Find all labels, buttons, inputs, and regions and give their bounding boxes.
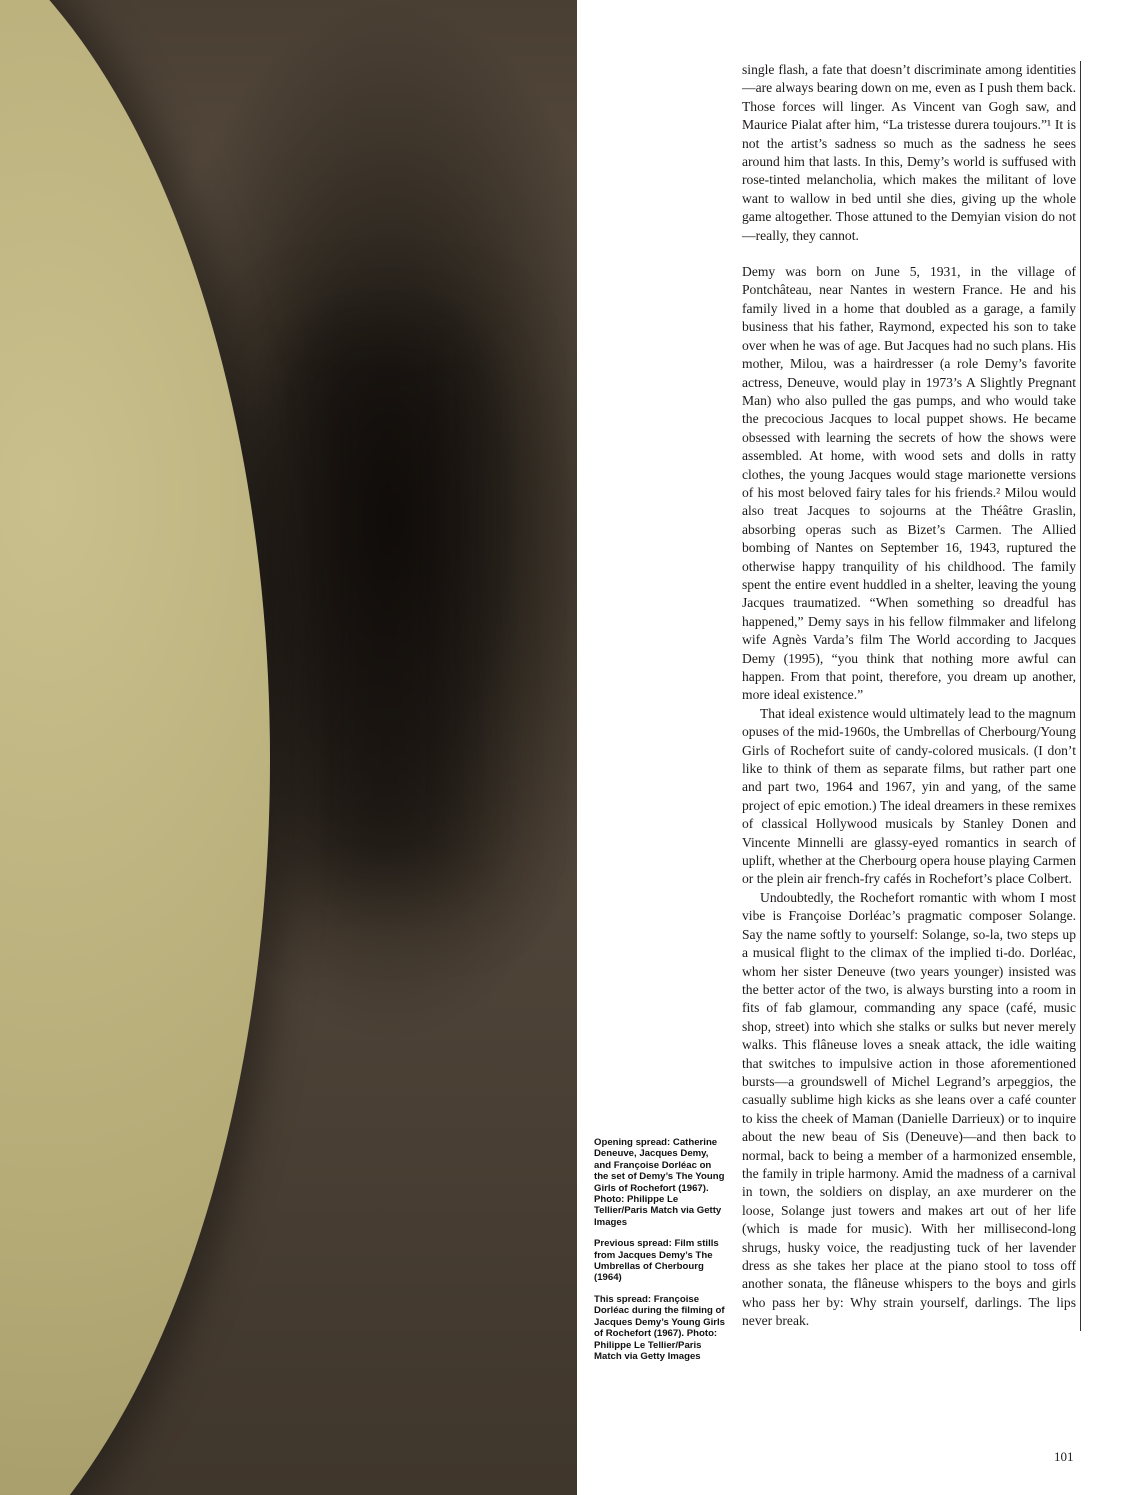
caption-previous-spread: Previous spread: Film stills from Jacques Demy’s The Umbrellas of Cherbourg (1964) bbox=[594, 1238, 719, 1284]
photo-captions bbox=[594, 1137, 728, 1372]
photo-foreground-shape bbox=[0, 0, 270, 1495]
article-paragraph: Demy was born on June 5, 1931, in the village of Pontchâteau, near Nantes in western France. He and his family lived in a home that doubled as a garage, a family business that his father, Raymond, expected his son to take over when he was of age. But Jacques had no such plans. His mother, Milou, was a hairdresser (a role Demy’s favorite actress, Deneuve, would play in 1973’s A Slightly Pregnant Man) who also pulled the gas pumps, and who would take the precocious Jacques to local puppet shows. He became obsessed with learning the secrets of how the shows were assembled. At home, with wood sets and dolls in ratty clothes, the young Jacques would stage marionette versions of his most beloved fairy tales for his friends.² Milou would also treat Jacques to sojourns at the Théâtre Graslin, absorbing operas such as Bizet’s Carmen. The Allied bombing of Nantes on September 16, 1943, ruptured the otherwise happy tranquility of his childhood. The family spent the entire event huddled in a shelter, leaving the young Jacques traumatized. “When something so dreadful has happened,” Demy says in his fellow filmmaker and lifelong wife Agnès Varda’s film The World according to Jacques Demy (1995), “you think that nothing more awful can happen. From that point, therefore, you dream up another, more ideal existence.” bbox=[742, 264, 1076, 703]
article-paragraph: That ideal existence would ultimately lead to the magnum opuses of the mid-1960s, the Umbrellas of Cherbourg/Young Girls of Rochefort suite of candy-colored musicals. (I don’t like to think of them as separate films, but rather part one and part two, 1964 and 1967, yin and yang, of the same project of epic emotion.) The ideal dreamers in these remixes of classical Hollywood musicals by Stanley Donen and Vincente Minnelli are glassy-eyed romantics in search of uplift, whether at the Cherbourg opera house playing Carmen or the plein air french-fry cafés in Rochefort’s place Colbert. bbox=[742, 705, 1076, 887]
caption-opening-spread: Opening spread: Catherine Deneuve, Jacques Demy, and Françoise Dorléac on the set of Demy’s The Young Girls of Rochefort (1967). Photo: Philippe Le Tellier/Paris Match via Getty Images bbox=[594, 1137, 725, 1228]
article-paragraph: Undoubtedly, the Rochefort romantic with whom I most vibe is Françoise Dorléac’s pragmatic composer Solange. Say the name softly to yourself: Solange, so-la, two steps up a musical flight to the climax of the implied ti-do. Dorléac, whom her sister Deneuve (two years younger) insisted was the better actor of the two, is always bursting into a room in fits of fab glamour, commanding any space (café, music shop, street) into which she stalks or sulks but never merely walks. This flâneuse loves a sneak attack, the idle waiting that switches to impulsive action in those aforementioned bursts—a groundswell of Michel Legrand’s arpeggios, the casually sublime high kicks as she leans over a café counter to kiss the cheek of Maman (Danielle Darrieux) or to inquire about the new beau of Sis (Deneuve)—and then back to normal, back to being a member of a harmonized ensemble, the family in triple harmony. Amid the madness of a carnival in town, the soldiers on display, an axe murderer on the loose, Solange just towers and makes art out of her life (which is made for music). With her millisecond-long shrugs, husky voice, the readjusting tuck of her lavender dress as she takes her place at the piano stool to toss off another sonata, the flâneuse whispers to the boys and girls who pass her by: Why strain yourself, darlings. The lips never break. bbox=[742, 889, 1076, 1329]
photo-shadow bbox=[295, 330, 475, 890]
caption-this-spread: This spread: Françoise Dorléac during the filming of Jacques Demy’s Young Girls of Rochefort (1967). Photo: Philippe Le Tellier/Paris Match via Getty Images bbox=[594, 1293, 725, 1362]
article-body-column bbox=[742, 61, 1081, 1331]
page-number: 101 bbox=[1054, 1449, 1074, 1464]
article-paragraph: single flash, a fate that doesn’t discriminate among identities—are always bearing down on me, even as I push them back. Those forces will linger. As Vincent van Gogh saw, and Maurice Pialat after him, “La tristesse durera toujours.”¹ It is not the artist’s sadness so much as the sadness he sees around him that lasts. In this, Demy’s world is suffused with rose-tinted melancholia, which makes the militant of love want to wallow in bed until she dies, giving up the whole game altogether. Those attuned to the Demyian vision do not—really, they cannot. bbox=[742, 62, 1076, 243]
